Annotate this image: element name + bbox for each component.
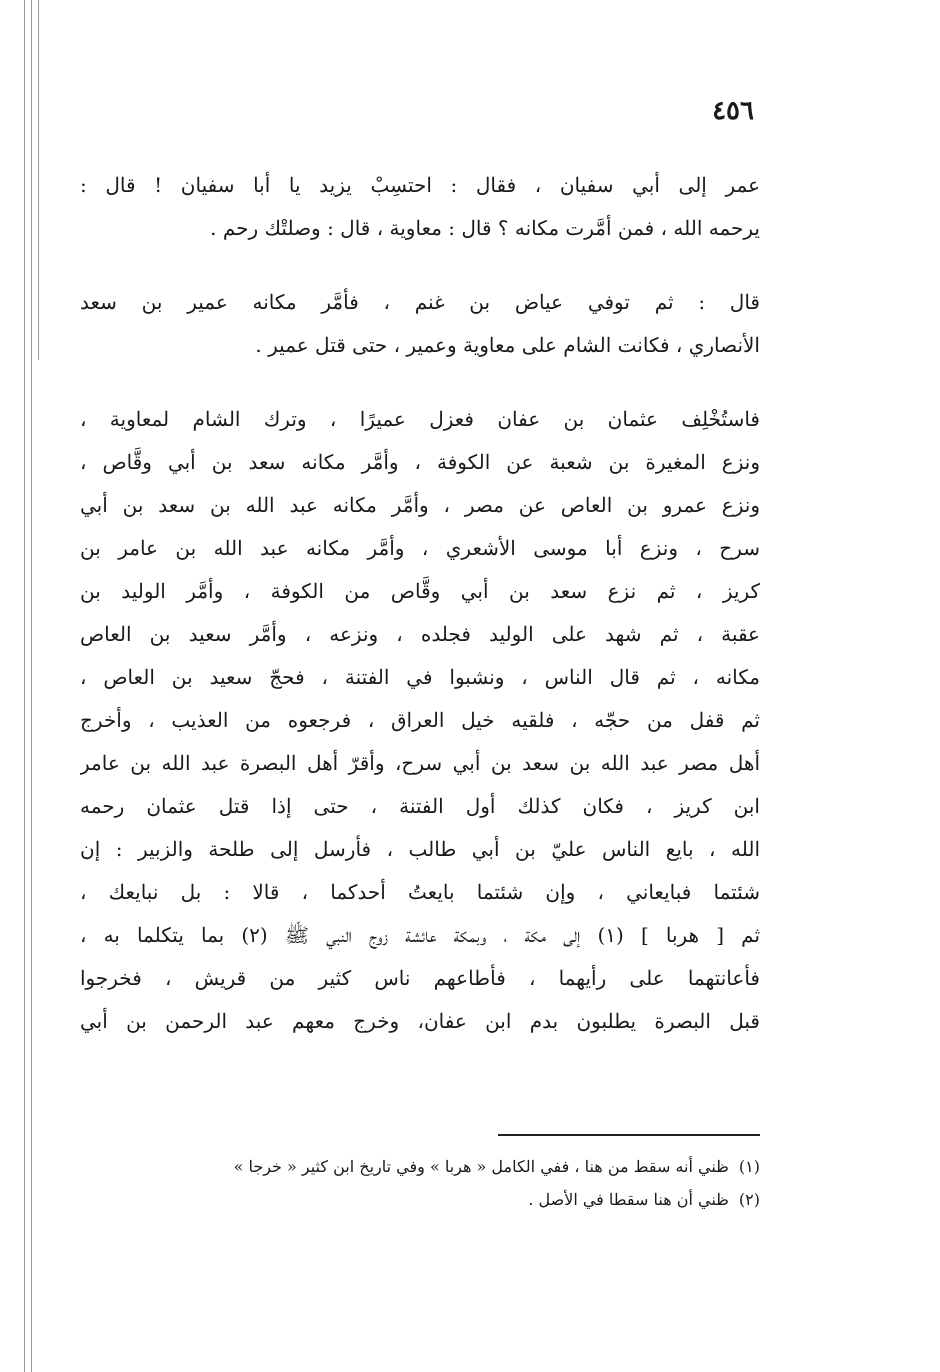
text-line: الأنصاري ، فكانت الشام على معاوية وعمير ، حتى قتل عمير . [255, 333, 760, 357]
text-line: الله ، بايع الناس عليّ بن أبي طالب ، فأرسل إلى طلحة والزبير : إن [80, 837, 760, 861]
paragraph-3 [80, 398, 760, 1043]
text-line: شئتما فبايعاني ، وإن شئتما بايعتُ أحدكما ، قالا : بل نبايعك ، [80, 880, 760, 904]
footnote-1 [80, 1150, 760, 1183]
text-line: سرح ، ونزع أبا موسى الأشعري ، وأمَّر مكانه عبد الله بن عامر بن [80, 536, 760, 560]
text-line: كريز ، ثم نزع سعد بن أبي وقَّاص من الكوفة ، وأمَّر الوليد بن [80, 579, 760, 603]
text-line: ابن كريز ، فكان كذلك أول الفتنة ، حتى إذا قتل عثمان رحمه [80, 794, 760, 818]
footnote-text: ظني أنه سقط من هنا ، ففي الكامل « هربا » وفي تاريخ ابن كثير « خرجا » [233, 1157, 729, 1176]
text-line: ونزع عمرو بن العاص عن مصر ، وأمَّر مكانه عبد الله بن سعد بن أبي [80, 493, 760, 517]
footnote-2 [80, 1183, 760, 1216]
text-line: ونزع المغيرة بن شعبة عن الكوفة ، وأمَّر مكانه سعد بن أبي وقَّاص ، [80, 450, 760, 474]
footnote-separator [498, 1134, 760, 1136]
footnote-number: (٢) [738, 1190, 760, 1209]
footnotes [80, 1150, 760, 1216]
text-line: عقبة ، ثم شهد على الوليد فجلده ، ونزعه ، وأمَّر سعيد بن العاص [80, 622, 760, 646]
text-line: ثم [ هربا ] (١) إلى مكة ، وبمكة عائشة زوج النبي ﷺ (٢) بما يتكلما به ، [80, 923, 760, 947]
footnote-text: ظني أن هنا سقطا في الأصل . [528, 1190, 729, 1209]
text-line: قال : ثم توفي عياض بن غنم ، فأمَّر مكانه عمير بن سعد [80, 290, 760, 314]
text-line: مكانه ، ثم قال الناس ، ونشبوا في الفتنة ، فحجّ سعيد بن العاص ، [80, 665, 760, 689]
binding-line [31, 0, 32, 1372]
text-line: فاستُخْلِف عثمان بن عفان فعزل عميرًا ، وترك الشام لمعاوية ، [80, 407, 760, 431]
text-line: ثم قفل من حجّه ، فلقيه خيل العراق ، فرجعوه من العذيب ، وأخرج [80, 708, 760, 732]
footnote-number: (١) [738, 1157, 760, 1176]
paragraph-1 [80, 164, 760, 250]
text-line: يرحمه الله ، فمن أمَّرت مكانه ؟ قال : معاوية ، قال : وصلتْك رحم . [210, 216, 760, 240]
text-line: قبل البصرة يطلبون بدم ابن عفان، وخرج معهم عبد الرحمن بن أبي [80, 1009, 760, 1033]
text-line: فأعانتهما على رأيهما ، فأطاعهم ناس كثير من قريش ، فخرجوا [80, 966, 760, 990]
binding-line [38, 0, 39, 360]
binding-line [24, 0, 25, 1372]
text-line: عمر إلى أبي سفيان ، فقال : احتسِبْ يزيد يا أبا سفيان ! قال : [80, 173, 760, 197]
page-number: ٤٥٦ [712, 96, 754, 126]
paragraph-2 [80, 281, 760, 367]
text-line: أهل مصر عبد الله بن سعد بن أبي سرح، وأقرّ أهل البصرة عبد الله بن عامر [80, 751, 760, 775]
